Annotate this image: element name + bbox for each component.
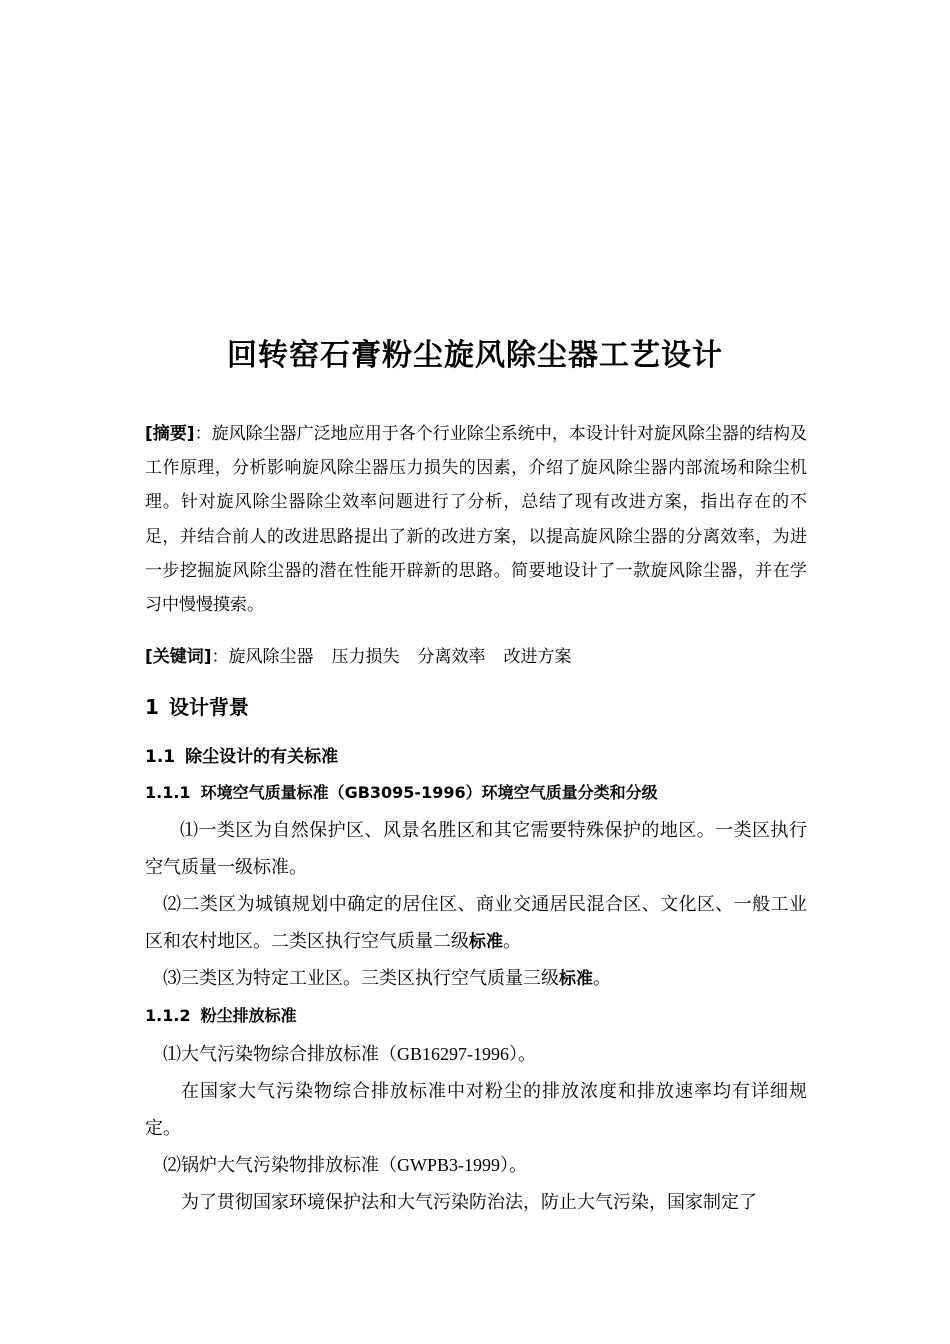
section-title: 除尘设计的有关标准 <box>185 747 339 767</box>
keywords-label: [关键词] <box>145 647 212 667</box>
keyword-item: 压力损失 <box>331 647 400 667</box>
abstract-text: ：旋风除尘器广泛地应用于各个行业除尘系统中，本设计针对旋风除尘器的结构及工作原理，分析影响旋风除尘器压力损失的因素，介绍了旋风除尘器内部流场和除尘机理。针对旋风除尘器除尘效率问题进行了分析，总结了现有改进方案，指出存在的不足，并结合前人的改进思路提出了新的改进方案，以提高旋风除尘器的分离效率，为进一步挖掘旋风除尘器的潜在性能开辟新的思路。简要地设计了一款旋风除尘器，并在学习中慢慢摸索。 <box>145 424 807 616</box>
keyword-item: 旋风除尘器 <box>228 647 314 667</box>
paragraph-end: 。 <box>593 968 611 988</box>
abstract-label: [摘要] <box>145 424 195 444</box>
section-title: 设计背景 <box>168 695 249 719</box>
section-title: 粉尘排放标准 <box>200 1006 297 1025</box>
paragraph-standard-2-desc: 为了贯彻国家环境保护法和大气污染防治法，防止大气污染，国家制定了 <box>181 1192 757 1212</box>
paragraph-class-2 <box>145 886 807 961</box>
section-number: 1.1 <box>145 747 176 767</box>
section-heading-1-1-2 <box>145 1001 297 1031</box>
keywords-line <box>145 640 807 674</box>
keyword-item: 分离效率 <box>417 647 486 667</box>
document-title: 回转窑石膏粉尘旋风除尘器工艺设计 <box>227 338 723 373</box>
paragraph-text: ⑵二类区为城镇规划中确定的居住区、商业交通居民混合区、文化区、一般工业区和农村地区。二类区执行空气质量二级 <box>145 894 807 951</box>
abstract-paragraph <box>145 417 807 622</box>
keywords-separator: ： <box>211 647 229 667</box>
paragraph-standard-1: ⑴大气污染物综合排放标准（GB16297-1996）。 <box>163 1044 536 1064</box>
paragraph-class-3 <box>145 960 807 998</box>
section-title: 环境空气质量标准（GB3095-1996）环境空气质量分类和分级 <box>200 783 658 802</box>
section-heading-1 <box>145 690 249 724</box>
paragraph-bold-text: 标准 <box>559 969 593 989</box>
section-number: 1.1.1 <box>145 783 191 802</box>
section-heading-1-1-1 <box>145 778 658 808</box>
keyword-item: 改进方案 <box>503 647 572 667</box>
paragraph-bold-text: 标准 <box>469 932 503 952</box>
section-heading-1-1 <box>145 742 338 772</box>
paragraph-standard-1-desc: 在国家大气污染物综合排放标准中对粉尘的排放浓度和排放速率均有详细规定。 <box>145 1081 807 1138</box>
paragraph-class-1: ⑴一类区为自然保护区、风景名胜区和其它需要特殊保护的地区。一类区执行空气质量一级标准。 <box>145 820 807 877</box>
section-number: 1 <box>145 695 159 719</box>
paragraph-text: ⑶三类区为特定工业区。三类区执行空气质量三级 <box>163 968 559 988</box>
paragraph-end: 。 <box>503 931 521 951</box>
paragraph-standard-2: ⑵锅炉大气污染物排放标准（GWPB3-1999）。 <box>163 1155 527 1175</box>
section-number: 1.1.2 <box>145 1006 191 1025</box>
